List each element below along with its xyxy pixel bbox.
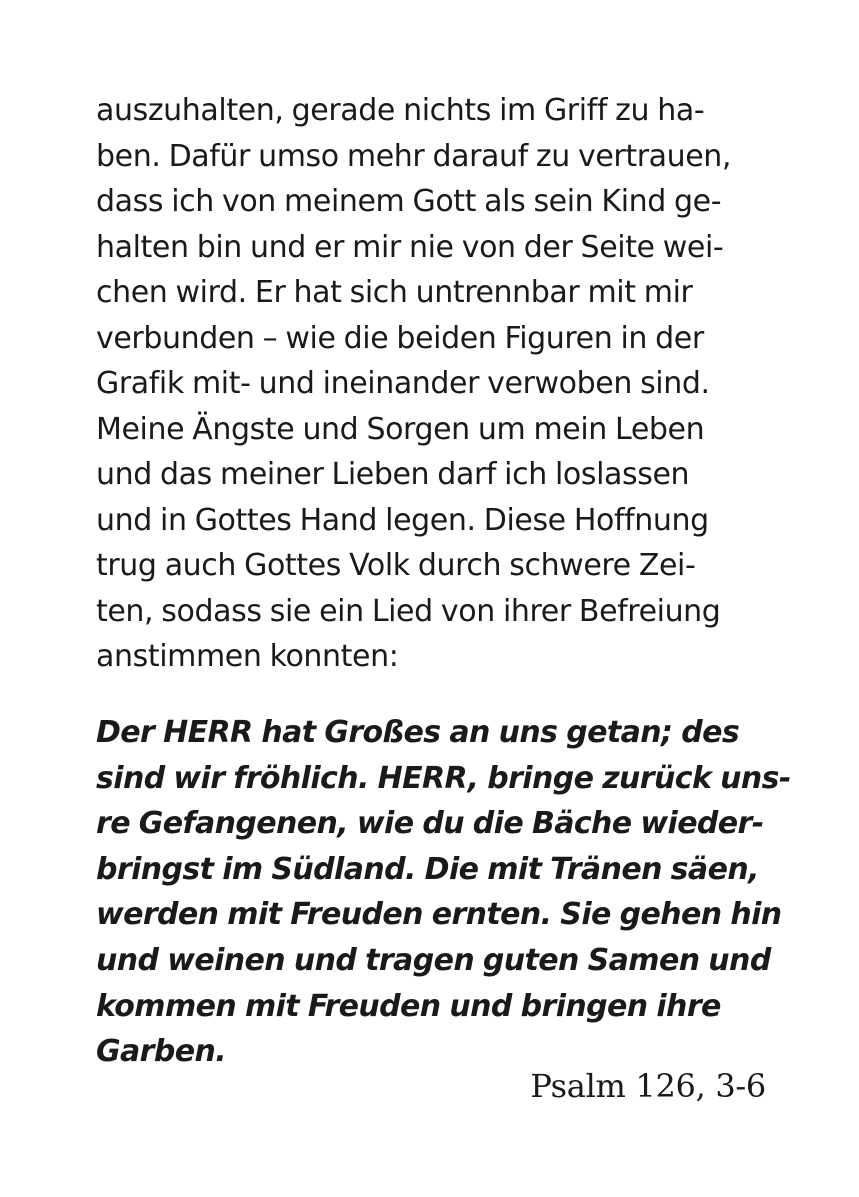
quote-line: kommen mit Freuden und bringen ihre [96, 988, 721, 1024]
quote-line: sind wir fröhlich. HERR, bringe zurück uns- [96, 760, 791, 796]
quote-line: Garben. [96, 1034, 227, 1070]
paragraph-line: anstimmen konnten: [96, 639, 399, 674]
paragraph-line: trug auch Gottes Volk durch schwere Zei- [96, 548, 696, 583]
scripture-reference: Psalm 126, 3-6 [530, 1067, 766, 1105]
body-paragraph [96, 88, 776, 680]
paragraph-line: ten, sodass sie ein Lied von ihrer Befreiung [96, 593, 721, 629]
paragraph-line: ben. Dafür umso mehr darauf zu vertrauen, [96, 138, 732, 174]
quote-line: und weinen und tragen guten Samen und [96, 942, 771, 978]
paragraph-line: dass ich von meinem Gott als sein Kind ge- [96, 184, 722, 219]
paragraph-line: chen wird. Er hat sich untrennbar mit mir [96, 275, 693, 310]
quote-line: bringst im Südland. Die mit Tränen säen, [96, 851, 759, 887]
paragraph-line: Grafik mit- und ineinander verwoben sind. [96, 366, 710, 401]
quote-line: werden mit Freuden ernten. Sie gehen hin [96, 897, 782, 933]
quote-line: Der HERR hat Großes an uns getan; des [96, 715, 740, 750]
paragraph-line: auszuhalten, gerade nichts im Griff zu ha- [96, 93, 705, 128]
psalm-quote [96, 710, 791, 1075]
paragraph-line: Meine Ängste und Sorgen um mein Leben [96, 411, 705, 447]
paragraph-line: und in Gottes Hand legen. Diese Hoffnung [96, 502, 709, 538]
paragraph-line: verbunden – wie die beiden Figuren in der [96, 320, 704, 356]
paragraph-line: und das meiner Lieben darf ich loslassen [96, 457, 690, 492]
paragraph-line: halten bin und er mir nie von der Seite wei- [96, 229, 724, 265]
quote-line: re Gefangenen, wie du die Bäche wieder- [96, 806, 764, 842]
